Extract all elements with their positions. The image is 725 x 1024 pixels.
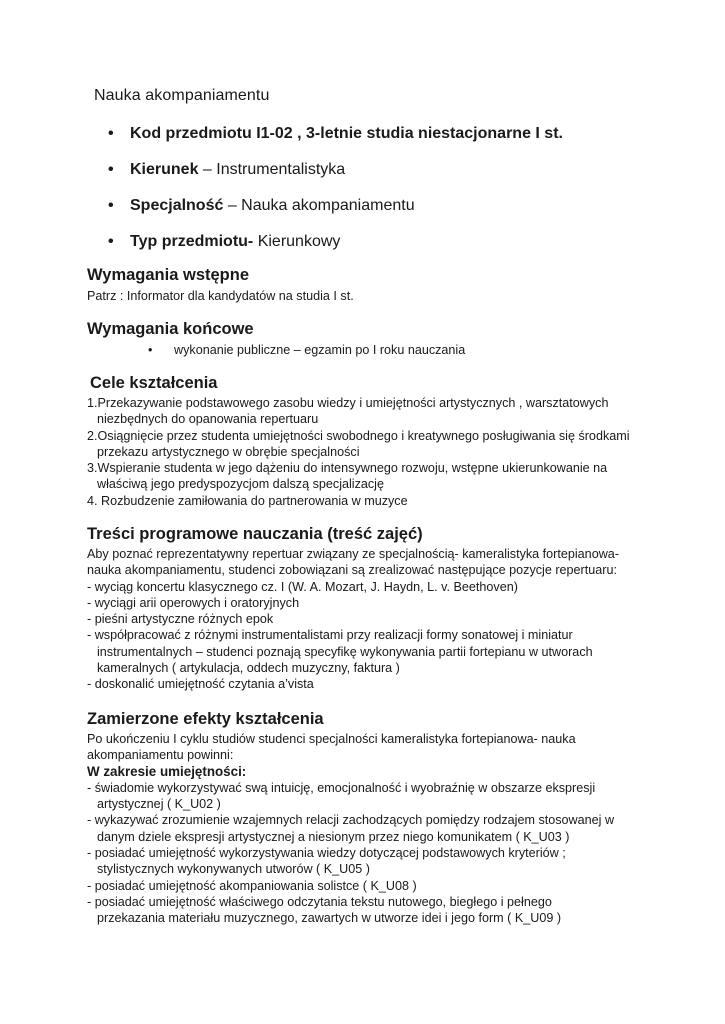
prereq-heading: Wymagania wstępne: [87, 266, 249, 284]
skills-subheading: W zakresie umiejętności:: [87, 763, 247, 779]
goals-line: 4. Rozbudzenie zamiłowania do partnerowania w muzyce: [87, 493, 408, 508]
content-line: - doskonalić umiejętność czytania a’vista: [87, 677, 314, 692]
goals-line: 1.Przekazywanie podstawowego zasobu wiedzy i umiejętności artystycznych , warsztatowych: [87, 396, 609, 410]
document-title: Nauka akompaniamentu: [94, 87, 270, 104]
bullet-icon: •: [148, 343, 153, 357]
goals-line: niezbędnych do opanowania repertuaru: [97, 412, 319, 427]
goals-heading: Cele kształcenia: [90, 374, 218, 392]
prereq-text: Patrz : Informator dla kandydatów na studia I st.: [87, 289, 354, 303]
content-line: - współpracować z różnymi instrumentalistami przy realizacji formy sonatowej i miniatur: [87, 628, 573, 643]
goals-body: [87, 395, 630, 509]
course-type-label: Typ przedmiotu-: [130, 233, 254, 250]
outcomes-line: - świadomie wykorzystywać swą intuicję, emocjonalność i wyobraźnię w obszarze ekspresji: [87, 780, 596, 795]
outcomes-line: przekazania materiału muzycznego, zawartych w utworze idei i jego form ( K_U09 ): [97, 911, 562, 926]
goals-line: przekazu artystycznego w obrębie specjalności: [97, 444, 360, 459]
outcomes-line: - posiadać umiejętność akompaniowania solistce ( K_U08 ): [87, 878, 417, 893]
content-line: - pieśni artystyczne różnych epok: [87, 612, 274, 627]
content-line: kameralnych ( artykulacja, oddech muzyczny, faktura ): [97, 661, 400, 676]
course-direction-item: [108, 160, 563, 196]
outcomes-line: danym dziele ekspresji artystycznej a niesionym przez niego komunikatem ( K_U03 ): [97, 829, 570, 844]
content-line: Aby poznać reprezentatywny repertuar związany ze specjalnością- kameralistyka fortepianowa-: [87, 547, 619, 561]
content-line: - wyciąg koncertu klasycznego cz. I (W. A. Mozart, J. Haydn, L. v. Beethoven): [87, 579, 518, 594]
goals-line: 3.Wspieranie studenta w jego dążeniu do intensywnego rozwoju, wstępne ukierunkowanie na: [87, 461, 608, 476]
course-type-value: Kierunkowy: [253, 233, 341, 250]
final-req-heading: Wymagania końcowe: [87, 320, 254, 338]
goals-line: właściwą jego predyspozycjom dalszą specjalizację: [97, 477, 384, 492]
content-body: [87, 546, 619, 693]
content-line: - wyciągi arii operowych i oratoryjnych: [87, 595, 300, 610]
outcomes-line: stylistycznych wykonywanych utworów ( K_U05 ): [97, 862, 370, 877]
outcomes-heading: Zamierzone efekty kształcenia: [87, 710, 324, 728]
outcomes-body: [87, 731, 614, 927]
outcomes-line: Po ukończeniu I cyklu studiów studenci specjalności kameralistyka fortepianowa- nauka: [87, 732, 576, 746]
outcomes-line: - posiadać umiejętność wykorzystywania wiedzy dotyczącej podstawowych kryteriów ;: [87, 846, 566, 861]
course-direction-value: – Instrumentalistyka: [198, 161, 346, 178]
outcomes-line: - posiadać umiejętność właściwego odczytania tekstu nutowego, biegłego i pełnego: [87, 894, 552, 909]
course-specialty-value: – Nauka akompaniamentu: [223, 197, 415, 214]
course-specialty-label: Specjalność: [130, 197, 224, 214]
outcomes-line: akompaniamentu powinni:: [87, 748, 234, 763]
content-line: instrumentalnych – studenci poznają specyfikę wykonywania partii fortepianu w utworach: [97, 644, 593, 659]
final-req-item: [148, 343, 465, 357]
course-info-list: [108, 124, 563, 268]
content-heading: Treści programowe nauczania (treść zajęć): [87, 525, 423, 543]
final-req-item-text: wykonanie publiczne – egzamin po I roku nauczania: [174, 343, 466, 357]
course-code-label: Kod przedmiotu I1-02 , 3-letnie studia niestacjonarne I st.: [130, 125, 563, 142]
outcomes-line: - wykazywać zrozumienie wzajemnych relacji zachodzących pomiędzy rodzajem stosowanej w: [87, 813, 615, 828]
course-direction-label: Kierunek: [130, 161, 199, 178]
course-code-item: [108, 124, 563, 160]
course-specialty-item: [108, 196, 563, 232]
content-line: nauka akompaniamentu, studenci zobowiązani są zrealizować następujące pozycje repertuaru:: [87, 563, 617, 578]
goals-line: 2.Osiągnięcie przez studenta umiejętności swobodnego i kreatywnego posługiwania się środkami: [87, 428, 630, 443]
outcomes-line: artystycznej ( K_U02 ): [97, 797, 221, 812]
course-type-item: [108, 232, 563, 268]
